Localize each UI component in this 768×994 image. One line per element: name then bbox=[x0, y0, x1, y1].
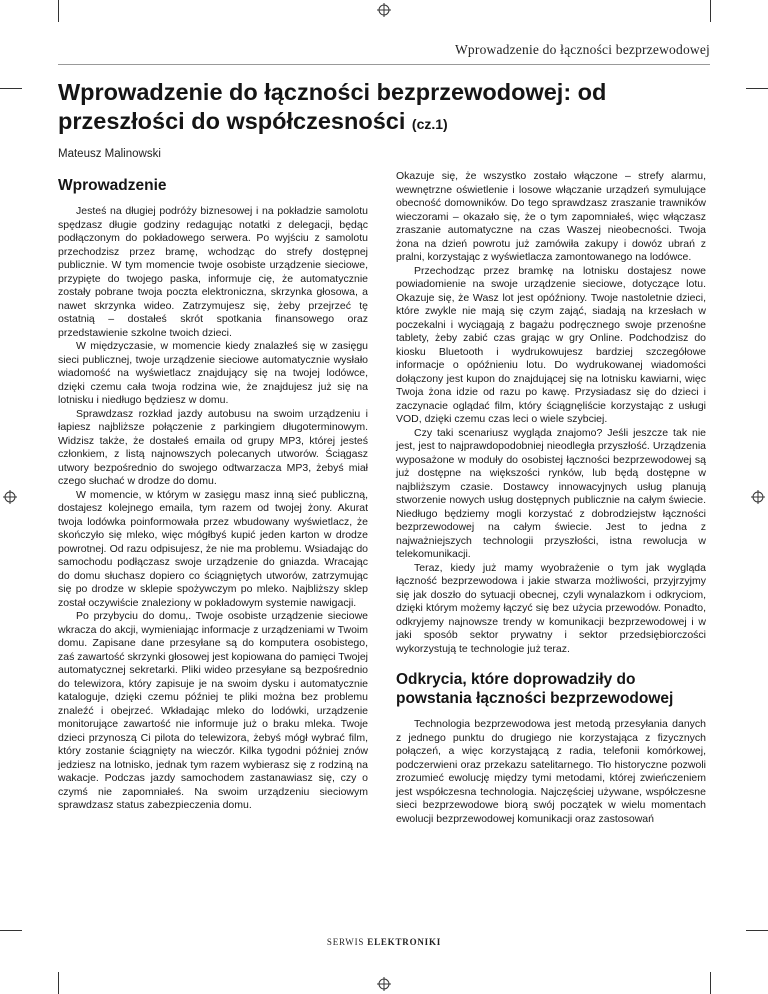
crop-mark bbox=[58, 0, 59, 22]
paragraph: Po przybyciu do domu,. Twoje osobiste urządzenie sieciowe wkracza do akcji, wymieniając informacje z urządzeniami w Twoim domu. Zapisane dane przesyłane są do komputera osobistego, zaś zawartość skrzynki głosowej jest kopiowana do pamięci Twojej automatycznej sekretarki. Pliki wideo przesyłane są bezpośrednio do telewizora, który zapisuje je na swoim dysku i automatycznie kataloguje, dzięki czemu później te pliki można bez problemu znaleźć i obejrzeć. Wkładając mleko do lodówki, urządzenie monitorujące zawartość nie informuje już o braku mleka. Twoje dzieci przynoszą Ci pilota do telewizora, żebyś mógł wybrać film, który zostanie ściągnięty na wieczór. Kilka tygodni później znów jedziesz na lotnisko, jednak tym razem wybierasz się z rodziną na wakacje. Podczas jazdy samochodem zastanawiasz się, czy o czymś nie zapomniałeś. Na swoim urządzeniu sieciowym sprawdzasz status zabezpieczenia domu. bbox=[58, 610, 368, 811]
footer-prefix: SERWIS bbox=[326, 937, 365, 947]
author: Mateusz Malinowski bbox=[58, 148, 161, 160]
crop-mark bbox=[0, 930, 22, 931]
registration-mark-icon bbox=[3, 490, 17, 504]
crop-mark bbox=[746, 930, 768, 931]
footer-brand bbox=[0, 937, 768, 947]
paragraph: Okazuje się, że wszystko zostało włączone – strefy alarmu, wewnętrzne oświetlenie i losowe włączanie urządzeń symulujące obecność domowników. Do tego sprawdzasz zraszanie trawników wieczorami – okazało się, że o tym zapomniałeś, więc włączasz zraszanie automatyczne na czas Waszej nieobecności. Twoja żona na dzień powrotu już zamówiła zakupy i dowóz ubrań z pralni, korzystając z wyświetlacza zamontowanego na lodówce. bbox=[396, 170, 706, 263]
paragraph: Jesteś na długiej podróży biznesowej i na pokładzie samolotu spędzasz długie godziny redagując notatki z delegacji, będąc podłączonym do pokładowego serwera. Po wyjściu z samolotu przechodzisz przez bramę, wchodząc do strefy dostępnej publicznie. W tym momencie twoje osobiste urządzenie sieciowe, przypięte do twojego paska, informuje cię, że automatycznie zostały pobrane twoja poczta elektroniczna, skrzynka głosowa, a nawet skrzynka wideo. Zatrzymujesz się, żeby przejrzeć tę ostatnią – dostałeś skrót spotkania finansowego oraz przedstawienie szkolne twoich dzieci. bbox=[58, 205, 368, 339]
section-heading: Wprowadzenie bbox=[58, 177, 167, 194]
paragraph: Teraz, kiedy już mamy wyobrażenie o tym jak wygląda łączność bezprzewodowa i jakie stwarza możliwości, przyjrzyjmy się jak doszło do sytuacji obecnej, czyli wynalazkom i odkryciom, dzięki którym możemy łączyć się bez użycia przewodów. Ponadto, odkryjemy najnowsze trendy w komunikacji bezprzewodowej i w jaki sposób sektor prywatny i sektor przedsiębiorczości wykorzystują te technologie już teraz. bbox=[396, 561, 706, 655]
title-main: Wprowadzenie do łączności bezprzewodowej: od przeszłości do współczesności bbox=[58, 79, 607, 134]
header-rule bbox=[58, 64, 710, 65]
paragraph: Przechodząc przez bramkę na lotnisku dostajesz nowe powiadomienie na swoje urządzenie sieciowe, dotyczące lotu. Okazuje się, że Wasz lot jest opóźniony. Twoje nastoletnie dzieci, które zwykle nie mają się czym zająć, siadają na krzesłach w poczekalni i wyciągają z bagażu podręcznego swoje przenośne tablety, żeby zabić czas grając w gry Online. Podchodzisz do kiosku Bluetooth i wydrukowujesz bardziej szczegółowe informacje o opóźnieniu lotu. Do wydrukowanej wiadomości dołączony jest kupon do znajdującej się na lotnisku kawiarni, więc Twoja żona idzie od razu po kawę. Przysiadasz się do dzieci i zaczynacie oglądać film, który ściągnęliście korzystając z usługi VOD, dzięki czemu czas leci o wiele szybciej. bbox=[396, 264, 706, 425]
registration-mark-icon bbox=[377, 3, 391, 17]
right-column bbox=[396, 170, 706, 826]
registration-mark-icon bbox=[377, 977, 391, 991]
footer-brand-name: ELEKTRONIKI bbox=[367, 937, 442, 947]
paragraph: Czy taki scenariusz wygląda znajomo? Jeśli jeszcze tak nie jest, jest to najprawdopodobniej nieodległa przyszłość. Urządzenia wyposażone w moduły do osobistej łączności bezprzewodowej są już dostępne na większości rynków, lub będą dostępne w najbliższym czasie. Dostawcy innowacyjnych usług planują stworzenie nowych usług dostępnych publicznie na całym świecie. Niedługo będziemy mogli korzystać z dobrodziejstw łączności bezprzewodowej na całym świecie. Jest to jedna z najważniejszych technologii przyszłości, istna rewolucja w telekomunikacji. bbox=[396, 426, 706, 560]
paragraph: Sprawdzasz rozkład jazdy autobusu na swoim urządzeniu i łapiesz najbliższe połączenie z parkingiem długoterminowym. Widzisz także, że dostałeś emaila od grupy MP3, której jesteś członkiem, z listą najnowszych polecanych utworów. Ściągasz utwory bezpośrednio do swojego odtwarzacza MP3, żebyś miał czego słuchać w drodze do domu. bbox=[58, 407, 368, 487]
crop-mark bbox=[0, 88, 22, 89]
registration-mark-icon bbox=[751, 490, 765, 504]
crop-mark bbox=[710, 972, 711, 994]
running-head: Wprowadzenie do łączności bezprzewodowej bbox=[454, 42, 710, 57]
paragraph: Technologia bezprzewodowa jest metodą przesyłania danych z jednego punktu do drugiego nie korzystająca z fizycznych połączeń, a więc korzystającą z radia, telefonii komórkowej, podczerwieni oraz przekazu satelitarnego. Tło historyczne pozwoli zrozumieć ewolucję między tymi metodami, której zwieńczeniem jest współczesna technologia. Najczęściej używane, współczesne sieci bezprzewodowe biorą swój początek w wielu momentach ewolucji bezprzewodowej komunikacji oraz zastosowań bbox=[396, 718, 706, 825]
crop-mark bbox=[746, 88, 768, 89]
crop-mark bbox=[58, 972, 59, 994]
section-heading: Odkrycia, które doprowadziły do powstania łączności bezprzewodowej bbox=[396, 671, 674, 707]
paragraph: W międzyczasie, w momencie kiedy znalazłeś się w zasięgu sieci publicznej, twoje urządzenie sieciowe automatycznie wysłało wiadomość na wyświetlacz znajdujący się na twojej lodówce, dzięki czemu cała twoja rodzina wie, że znajdujesz już się na lotnisku i niedługo będziesz w domu. bbox=[58, 340, 368, 406]
article-title bbox=[58, 78, 718, 139]
paragraph: W momencie, w którym w zasięgu masz inną sieć publiczną, dostajesz kolejnego emaila, tym razem od twojej żony. Akurat twoja lodówka poinformowała przez wbudowany wyświetlacz, że skończyło się mleko, więc mógłbyś kupić jeden karton w drodze powrotnej. Od razu odpisujesz, że nie ma problemu. Wsiadając do samochodu podłączasz swoje urządzenie do gniazda. Wracając do domu słuchasz dopiero co ściągniętych utworów, zatrzymując się po drodze w sklepie spożywczym po mleko. Najbliższy sklep został oczywiście znaleziony w pokładowym systemie nawigacji. bbox=[58, 488, 368, 609]
crop-mark bbox=[710, 0, 711, 22]
title-part: (cz.1) bbox=[411, 116, 448, 132]
left-column bbox=[58, 170, 368, 813]
